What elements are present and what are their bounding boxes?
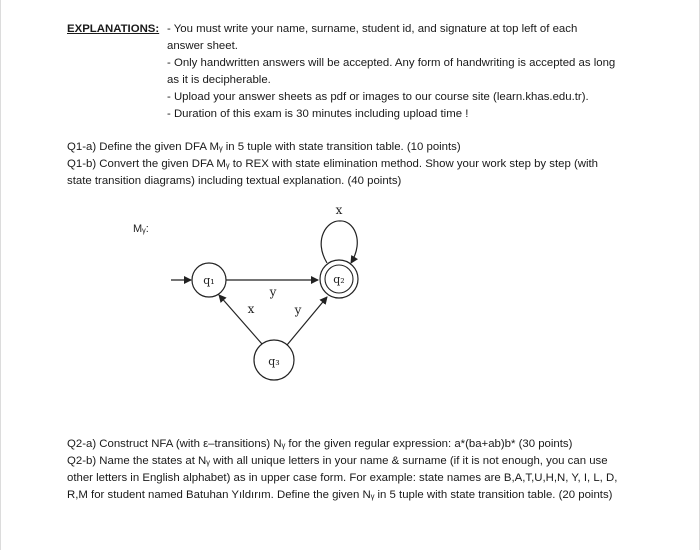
state-q3-label: q₃ <box>268 355 280 368</box>
explanation-line: answer sheet. <box>167 40 238 52</box>
question-q2b: Q2-b) Name the states at Nᵧ with all unique letters in your name & surname (if it is not enough, you can use <box>67 455 608 467</box>
question-q2b-cont: other letters in English alphabet) as in upper case form. For example: state names are B,A,T,U,H,N, Y, I, L, D, <box>67 472 618 484</box>
question-q1b-cont: state transition diagrams) including textual explanation. (40 points) <box>67 175 402 187</box>
transition-q1-q2-label: y <box>269 285 277 299</box>
transition-q2-self-label: x <box>335 203 343 217</box>
explanation-line: - Upload your answer sheets as pdf or images to our course site (learn.khas.edu.tr). <box>167 91 589 103</box>
explanation-line: - Duration of this exam is 30 minutes including upload time ! <box>167 108 469 120</box>
transition-q2-self <box>321 221 357 263</box>
question-q1b: Q1-b) Convert the given DFA Mᵧ to REX with state elimination method. Show your work step by step (with <box>67 158 599 170</box>
explanation-line: - You must write your name, surname, student id, and signature at top left of each <box>167 23 578 35</box>
transition-q3-q1 <box>219 295 262 344</box>
state-q1-label: q₁ <box>203 274 215 287</box>
transition-q3-q1-label: x <box>247 302 255 316</box>
explanations-heading: EXPLANATIONS: <box>67 23 160 35</box>
machine-label: Mᵧ: <box>133 223 149 235</box>
question-q2a: Q2-a) Construct NFA (with ε–transitions) Nᵧ for the given regular expression: a*(ba+ab)b* (30 points) <box>67 438 573 450</box>
question-q2b-cont: R,M for student named Batuhan Yıldırım. Define the given Nᵧ in 5 tuple with state transition table. (20 points) <box>67 489 613 501</box>
state-q2-label: q₂ <box>333 273 345 286</box>
explanation-line: as it is decipherable. <box>167 74 271 86</box>
explanation-line: - Only handwritten answers will be accepted. Any form of handwriting is accepted as long <box>167 57 616 69</box>
transition-q3-q2 <box>287 297 327 345</box>
transition-q3-q2-label: y <box>294 303 302 317</box>
question-q1a: Q1-a) Define the given DFA Mᵧ in 5 tuple with state transition table. (10 points) <box>67 141 461 153</box>
